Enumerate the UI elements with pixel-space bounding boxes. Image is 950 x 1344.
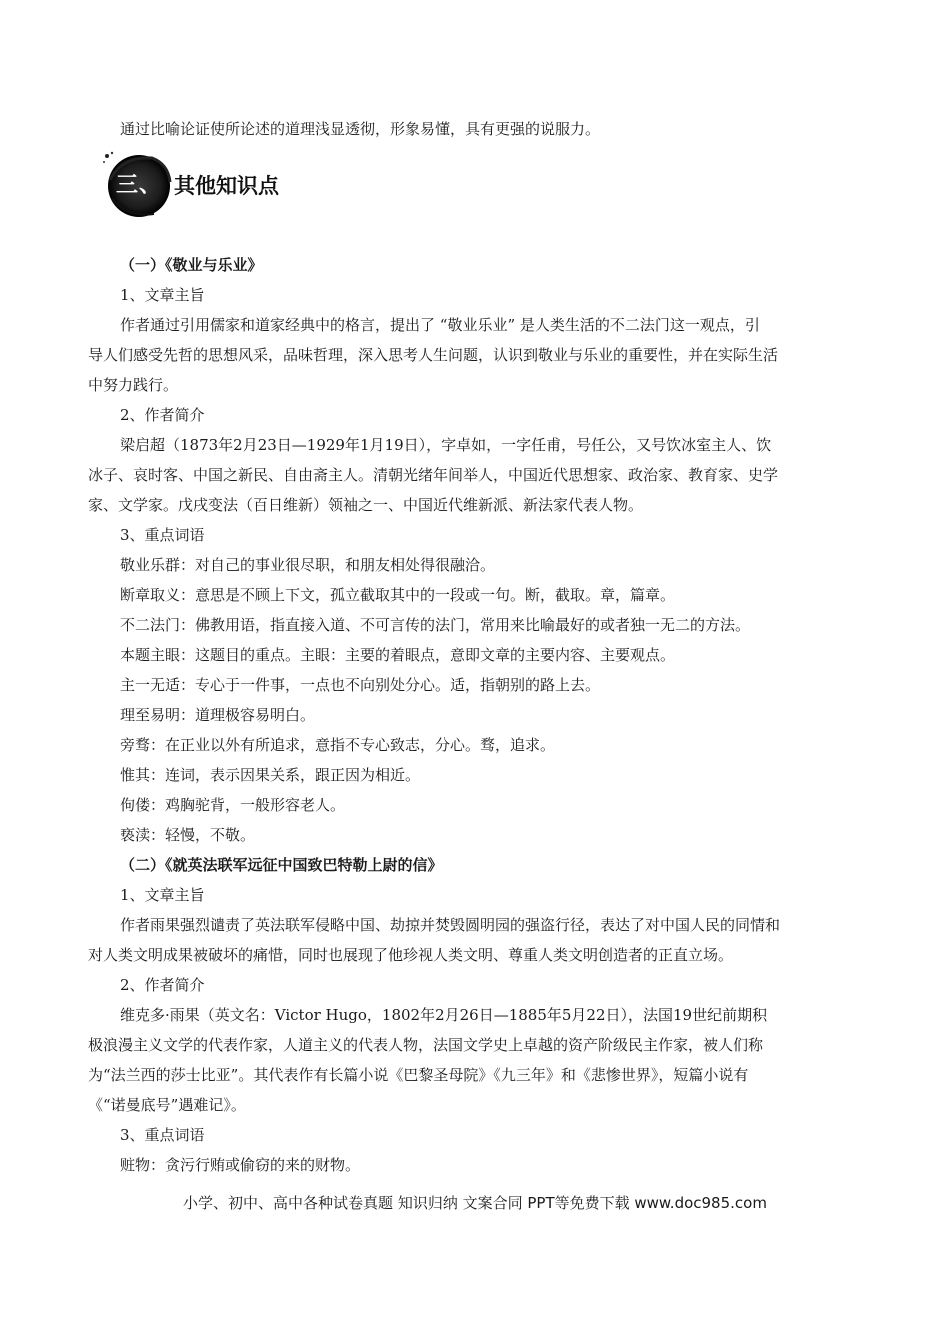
section-heading (96, 150, 496, 220)
term-item: 佝偻：鸡胸驼背，一般形容老人。 (120, 796, 346, 814)
term-item: 断章取义：意思是不顾上下文，孤立截取其中的一段或一句。断，截取。章，篇章。 (120, 586, 676, 604)
term-item: 赃物：贪污行贿或偷窃的来的财物。 (120, 1156, 361, 1174)
page-footer: 小学、初中、高中各种试卷真题 知识归纳 文案合同 PPT等免费下载 www.doc985.com (183, 1194, 767, 1212)
part2-s2-line: 《“诺曼底号”遇难记》。 (88, 1096, 246, 1114)
part2-s2-line: 维克多·雨果（英文名：Victor Hugo，1802年2月26日—1885年5月22日），法国19世纪前期积 (120, 1006, 768, 1024)
part1-s1-line: 导人们感受先哲的思想风采，品味哲理，深入思考人生问题，认识到敬业与乐业的重要性，并在实际生活 (88, 346, 779, 364)
part1-s2-line: 冰子、哀时客、中国之新民、自由斋主人。清朝光绪年间举人，中国近代思想家、政治家、教育家、史学 (88, 466, 779, 484)
part2-s1-line: 作者雨果强烈谴责了英法联军侵略中国、劫掠并焚毁圆明园的强盗行径，表达了对中国人民的同情和 (120, 916, 781, 934)
term-item: 理至易明：道理极容易明白。 (120, 706, 316, 724)
intro-line: 通过比喻论证使所论述的道理浅显透彻，形象易懂，具有更强的说服力。 (120, 120, 601, 138)
part2-heading: （二）《就英法联军远征中国致巴特勒上尉的信》 (120, 856, 443, 874)
section-number: 三、 (116, 173, 163, 198)
part2-s2-title: 2、作者简介 (120, 976, 205, 994)
part2-s3-title: 3、重点词语 (120, 1126, 205, 1144)
part2-s1-title: 1、文章主旨 (120, 886, 205, 904)
term-item: 敬业乐群：对自己的事业很尽职，和朋友相处得很融洽。 (120, 556, 496, 574)
term-item: 不二法门：佛教用语，指直接入道、不可言传的法门，常用来比喻最好的或者独一无二的方法。 (120, 616, 751, 634)
part1-s3-title: 3、重点词语 (120, 526, 205, 544)
part1-s2-title: 2、作者简介 (120, 406, 205, 424)
section-title: 其他知识点 (174, 174, 279, 198)
part2-s2-line: 为“法兰西的莎士比亚”。其代表作有长篇小说《巴黎圣母院》《九三年》和《悲惨世界》，短篇小说有 (88, 1066, 749, 1084)
term-item: 主一无适：专心于一件事，一点也不向别处分心。适，指朝别的路上去。 (120, 676, 601, 694)
term-item: 本题主眼：这题目的重点。主眼：主要的着眼点，意即文章的主要内容、主要观点。 (120, 646, 676, 664)
part1-s1-line: 作者通过引用儒家和道家经典中的格言，提出了 “敬业乐业” 是人类生活的不二法门这一观点，引 (120, 316, 760, 334)
part1-s2-line: 家、文学家。戊戌变法（百日维新）领袖之一、中国近代维新派、新法家代表人物。 (88, 496, 644, 514)
part2-s2-line: 极浪漫主义文学的代表作家，人道主义的代表人物，法国文学史上卓越的资产阶级民主作家，被人们称 (88, 1036, 764, 1054)
part1-s1-title: 1、文章主旨 (120, 286, 205, 304)
part1-s2-line: 梁启超（1873年2月23日—1929年1月19日），字卓如，一字任甫，号任公，又号饮冰室主人、饮 (120, 436, 772, 454)
part1-heading: （一）《敬业与乐业》 (120, 256, 263, 274)
part1-s1-line: 中努力践行。 (88, 376, 179, 394)
term-item: 惟其：连词，表示因果关系，跟正因为相近。 (120, 766, 421, 784)
part2-s1-line: 对人类文明成果被破坏的痛惜，同时也展现了他珍视人类文明、尊重人类文明创造者的正直立场。 (88, 946, 734, 964)
term-item: 亵渎：轻慢，不敬。 (120, 826, 256, 844)
term-item: 旁骛：在正业以外有所追求，意指不专心致志，分心。骛，追求。 (120, 736, 556, 754)
